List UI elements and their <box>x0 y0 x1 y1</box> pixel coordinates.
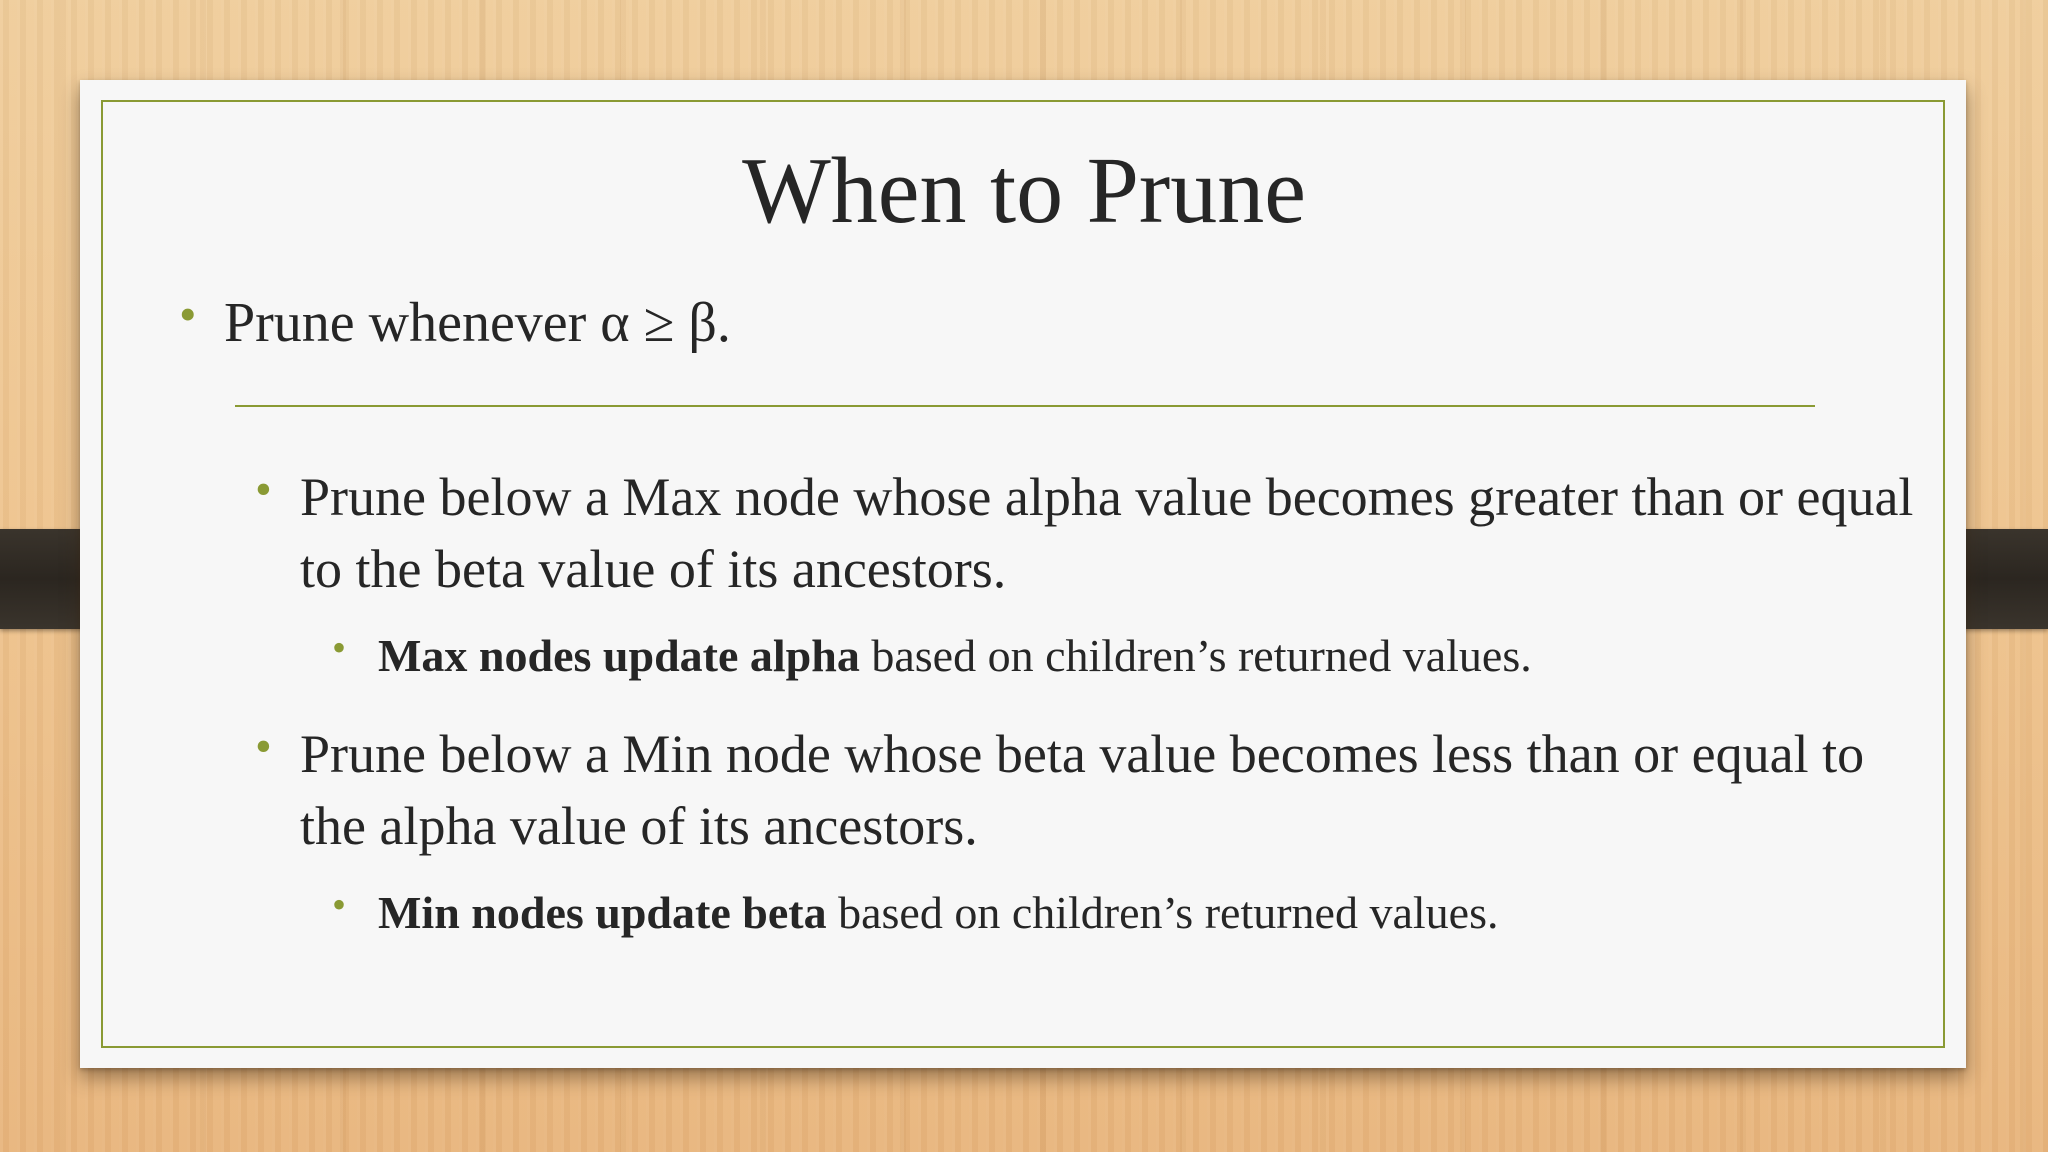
bullet-dot-icon: • <box>255 720 272 773</box>
bullet-text: Prune below a Max node whose alpha value becomes greater than or equal to the beta value of its ancestors. <box>300 467 1914 599</box>
bullet-bold-text: Min nodes update beta <box>378 887 827 938</box>
bullet-prune-rule <box>179 286 1924 357</box>
divider-line <box>235 405 1815 407</box>
bullet-prune-min <box>255 719 1940 863</box>
bullet-text: Prune below a Min node whose beta value becomes less than or equal to the alpha value of its ancestors. <box>300 724 1865 856</box>
bullet-prune-max <box>255 462 1940 606</box>
sub-bullet-min-update <box>332 882 1878 940</box>
bullet-text: based on children’s returned values. <box>826 887 1499 938</box>
bullet-dot-icon: • <box>179 286 197 342</box>
bullet-text: based on children’s returned values. <box>859 630 1532 681</box>
slide-title: When to Prune <box>742 139 1306 243</box>
bullet-text: Prune whenever α ≥ β. <box>224 292 731 354</box>
bullet-dot-icon: • <box>255 463 272 516</box>
bullet-dot-icon: • <box>332 882 347 927</box>
sub-bullet-max-update <box>332 625 1878 683</box>
bullet-bold-text: Max nodes update alpha <box>378 630 860 681</box>
bullet-dot-icon: • <box>332 625 347 670</box>
